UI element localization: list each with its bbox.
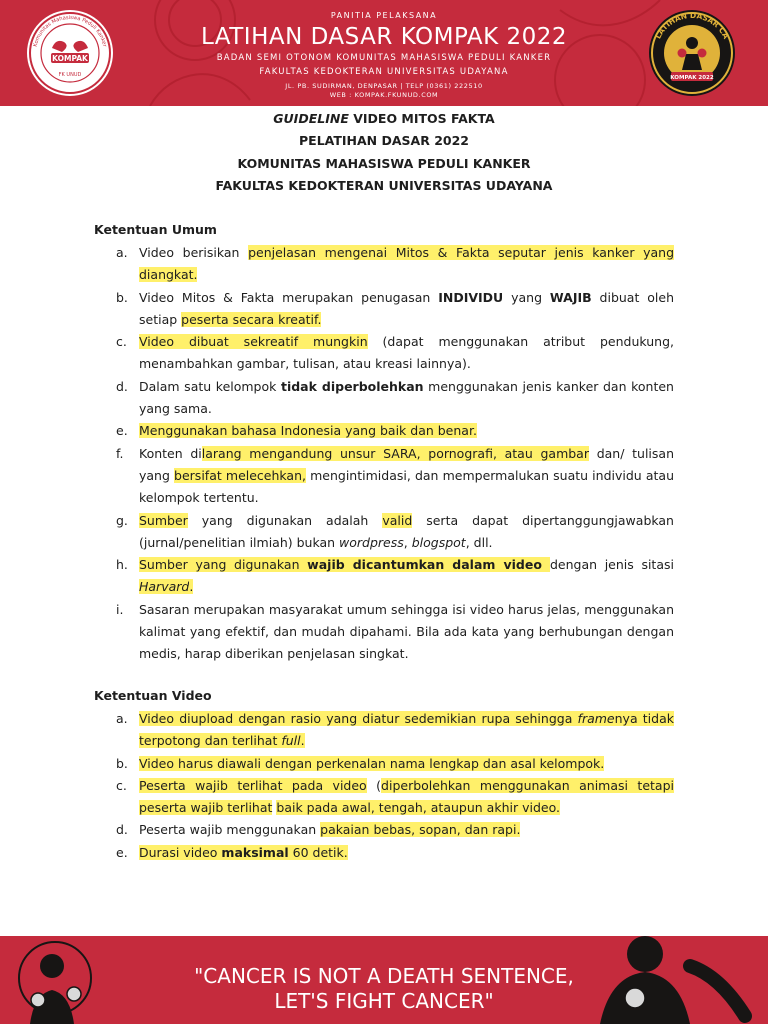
list-marker: a. bbox=[116, 245, 128, 260]
highlighted-text: baik pada awal, tengah, ataupun akhir video. bbox=[276, 800, 560, 816]
list-item bbox=[0, 842, 674, 864]
footer-banner bbox=[0, 936, 768, 1024]
list-item bbox=[0, 554, 674, 599]
organization-name: BADAN SEMI OTONOM KOMUNITAS MAHASISWA PEDULI KANKER bbox=[216, 53, 552, 63]
list-marker: i. bbox=[116, 601, 124, 617]
title-rest: VIDEO MITOS FAKTA bbox=[348, 111, 495, 126]
highlighted-text: . bbox=[300, 733, 305, 749]
rule-text: yang digunakan adalah bbox=[187, 512, 383, 528]
quote-line-2: LET'S FIGHT CANCER" bbox=[274, 989, 494, 1013]
list-marker: e. bbox=[116, 423, 128, 439]
rule-text: dengan jenis sitasi bbox=[549, 557, 674, 573]
highlighted-text: frame bbox=[577, 711, 615, 726]
highlighted-text: valid bbox=[382, 512, 413, 528]
rule-text: Video berisikan bbox=[139, 245, 249, 260]
logo-left-sub: FK UNUD bbox=[58, 72, 82, 78]
highlighted-text: wajib dicantumkan dalam video bbox=[307, 557, 550, 573]
community-title: KOMUNITAS MAHASISWA PEDULI KANKER bbox=[237, 155, 531, 171]
highlighted-text: pakaian bebas, sopan, dan rapi. bbox=[320, 822, 521, 838]
highlighted-text: penjelasan mengenai Mitos & Fakta seputar jenis kanker yang diangkat. bbox=[139, 245, 675, 283]
rule-text: blogspot bbox=[411, 534, 466, 550]
video-rules-list bbox=[0, 708, 768, 864]
list-item bbox=[0, 331, 674, 376]
list-marker: d. bbox=[116, 822, 128, 838]
highlighted-text: diperbolehkan menggunakan animasi tetapi peserta wajib terlihat bbox=[139, 777, 674, 816]
logo-left-ring-text: Komunitas Mahasiswa Peduli Kanker bbox=[32, 14, 108, 48]
rule-text: Video Mitos & Fakta merupakan penugasan bbox=[139, 289, 439, 305]
rule-text: Konten di bbox=[139, 445, 202, 461]
title-italic: GUIDELINE bbox=[273, 111, 349, 126]
list-item bbox=[0, 775, 674, 820]
rule-text: , dll. bbox=[465, 534, 493, 550]
list-marker: c. bbox=[116, 777, 127, 793]
highlighted-text: 60 detik. bbox=[288, 844, 348, 860]
highlighted-text: Peserta wajib terlihat pada video bbox=[139, 777, 367, 793]
highlighted-text: Video diupload dengan rasio yang diatur sedemikian rupa sehingga bbox=[139, 711, 578, 726]
event-title: LATIHAN DASAR KOMPAK 2022 bbox=[200, 24, 568, 50]
rule-text: dibuat oleh setiap bbox=[139, 289, 674, 327]
faculty-title: FAKULTAS KEDOKTERAN UNIVERSITAS UDAYANA bbox=[215, 177, 553, 193]
highlighted-text: Menggunakan bahasa Indonesia yang baik dan benar. bbox=[139, 423, 477, 439]
highlighted-text: Sumber bbox=[139, 512, 188, 528]
list-marker: b. bbox=[116, 289, 128, 305]
committee-label: PANITIA PELAKSANA bbox=[330, 11, 438, 20]
highlighted-text: nya tidak terpotong dan terlihat bbox=[139, 711, 674, 749]
rule-text: yang bbox=[503, 289, 550, 305]
rule-text: INDIVIDU bbox=[438, 289, 504, 305]
rule-text: menggunakan jenis kanker dan konten yang sama. bbox=[139, 378, 674, 417]
letterhead-banner bbox=[0, 0, 768, 106]
highlighted-text: . bbox=[189, 579, 194, 595]
list-item bbox=[0, 510, 674, 555]
highlighted-text: Video dibuat sekreatif mungkin bbox=[139, 334, 368, 350]
highlighted-text: full bbox=[281, 733, 301, 749]
rule-text: (dapat menggunakan atribut pendukung, menambahkan gambar, tulisan, atau kreasi lainnya). bbox=[139, 334, 674, 372]
list-marker: d. bbox=[116, 378, 128, 394]
logo-right-banner: KOMPAK 2022 bbox=[670, 75, 714, 81]
document-subtitle: PELATIHAN DASAR 2022 bbox=[299, 133, 469, 149]
list-marker: h. bbox=[116, 557, 128, 573]
list-marker: g. bbox=[116, 512, 128, 528]
rule-text: Sasaran merupakan masyarakat umum sehingga isi video harus jelas, menggunakan kalimat yang efektif, dan mudah dipahami. Bila ada kata yang berhubungan dengan medis, harap diberikan penjelasan singkat. bbox=[139, 601, 674, 662]
rule-text: WAJIB bbox=[549, 289, 592, 305]
kompak-logo bbox=[27, 10, 113, 96]
boxer-figure-icon bbox=[649, 10, 735, 96]
list-item bbox=[0, 376, 674, 421]
rule-text: serta dapat dipertanggungjawabkan (jurnal/penelitian ilmiah) bukan bbox=[139, 512, 674, 550]
rule-text: dan/ tulisan yang bbox=[139, 445, 674, 483]
highlighted-text: Sumber yang digunakan bbox=[139, 557, 308, 573]
list-marker: c. bbox=[116, 334, 127, 350]
rule-text: wordpress bbox=[339, 534, 404, 550]
rule-text: ( bbox=[366, 777, 382, 793]
website-line: WEB : KOMPAK.FKUNUD.COM bbox=[329, 91, 439, 99]
list-item bbox=[0, 420, 674, 442]
highlighted-text: Harvard bbox=[139, 579, 190, 595]
boxer-punching-icon bbox=[19, 942, 91, 1024]
rule-text: , bbox=[403, 534, 412, 550]
highlighted-text: maksimal bbox=[221, 844, 289, 860]
boxing-gloves-icon bbox=[27, 10, 113, 96]
highlighted-text: peserta secara kreatif. bbox=[181, 311, 322, 327]
list-item bbox=[0, 287, 674, 332]
list-marker: b. bbox=[116, 755, 128, 771]
list-item bbox=[0, 753, 674, 775]
rule-text: tidak diperbolehkan bbox=[280, 378, 424, 394]
list-marker: f. bbox=[116, 445, 124, 461]
logo-right-ring-text: LATIHAN DASAR CA bbox=[653, 10, 731, 41]
logo-left-name: KOMPAK bbox=[52, 54, 88, 63]
document-title bbox=[0, 108, 768, 130]
list-item bbox=[0, 819, 674, 841]
list-item bbox=[0, 242, 674, 287]
address-line: JL. PB. SUDIRMAN, DENPASAR | TELP (0361) 222510 bbox=[285, 82, 483, 90]
general-rules-list bbox=[0, 242, 768, 666]
list-item bbox=[0, 599, 674, 666]
list-marker: e. bbox=[116, 844, 128, 860]
highlighted-text: larang mengandung unsur SARA, pornografi, atau gambar bbox=[201, 445, 589, 461]
section-heading-umum: Ketentuan Umum bbox=[94, 222, 217, 237]
list-item bbox=[0, 708, 674, 753]
list-marker: a. bbox=[116, 711, 128, 726]
list-item bbox=[0, 443, 674, 510]
document-title-block bbox=[0, 108, 768, 197]
quote-line-1: "CANCER IS NOT A DEATH SENTENCE, bbox=[194, 964, 574, 988]
latihan-dasar-logo bbox=[649, 10, 735, 96]
faculty-name: FAKULTAS KEDOKTERAN UNIVERSITAS UDAYANA bbox=[259, 67, 509, 77]
highlighted-text: Durasi video bbox=[139, 844, 222, 860]
section-heading-video: Ketentuan Video bbox=[94, 688, 212, 703]
highlighted-text: bersifat melecehkan, bbox=[174, 467, 306, 483]
rule-text: mengintimidasi, dan mempermalukan suatu individu atau kelompok tertentu. bbox=[139, 467, 674, 506]
highlighted-text: Video harus diawali dengan perkenalan nama lengkap dan asal kelompok. bbox=[139, 755, 605, 771]
rule-text: Dalam satu kelompok bbox=[139, 378, 281, 394]
rule-text: Peserta wajib menggunakan bbox=[139, 822, 321, 838]
